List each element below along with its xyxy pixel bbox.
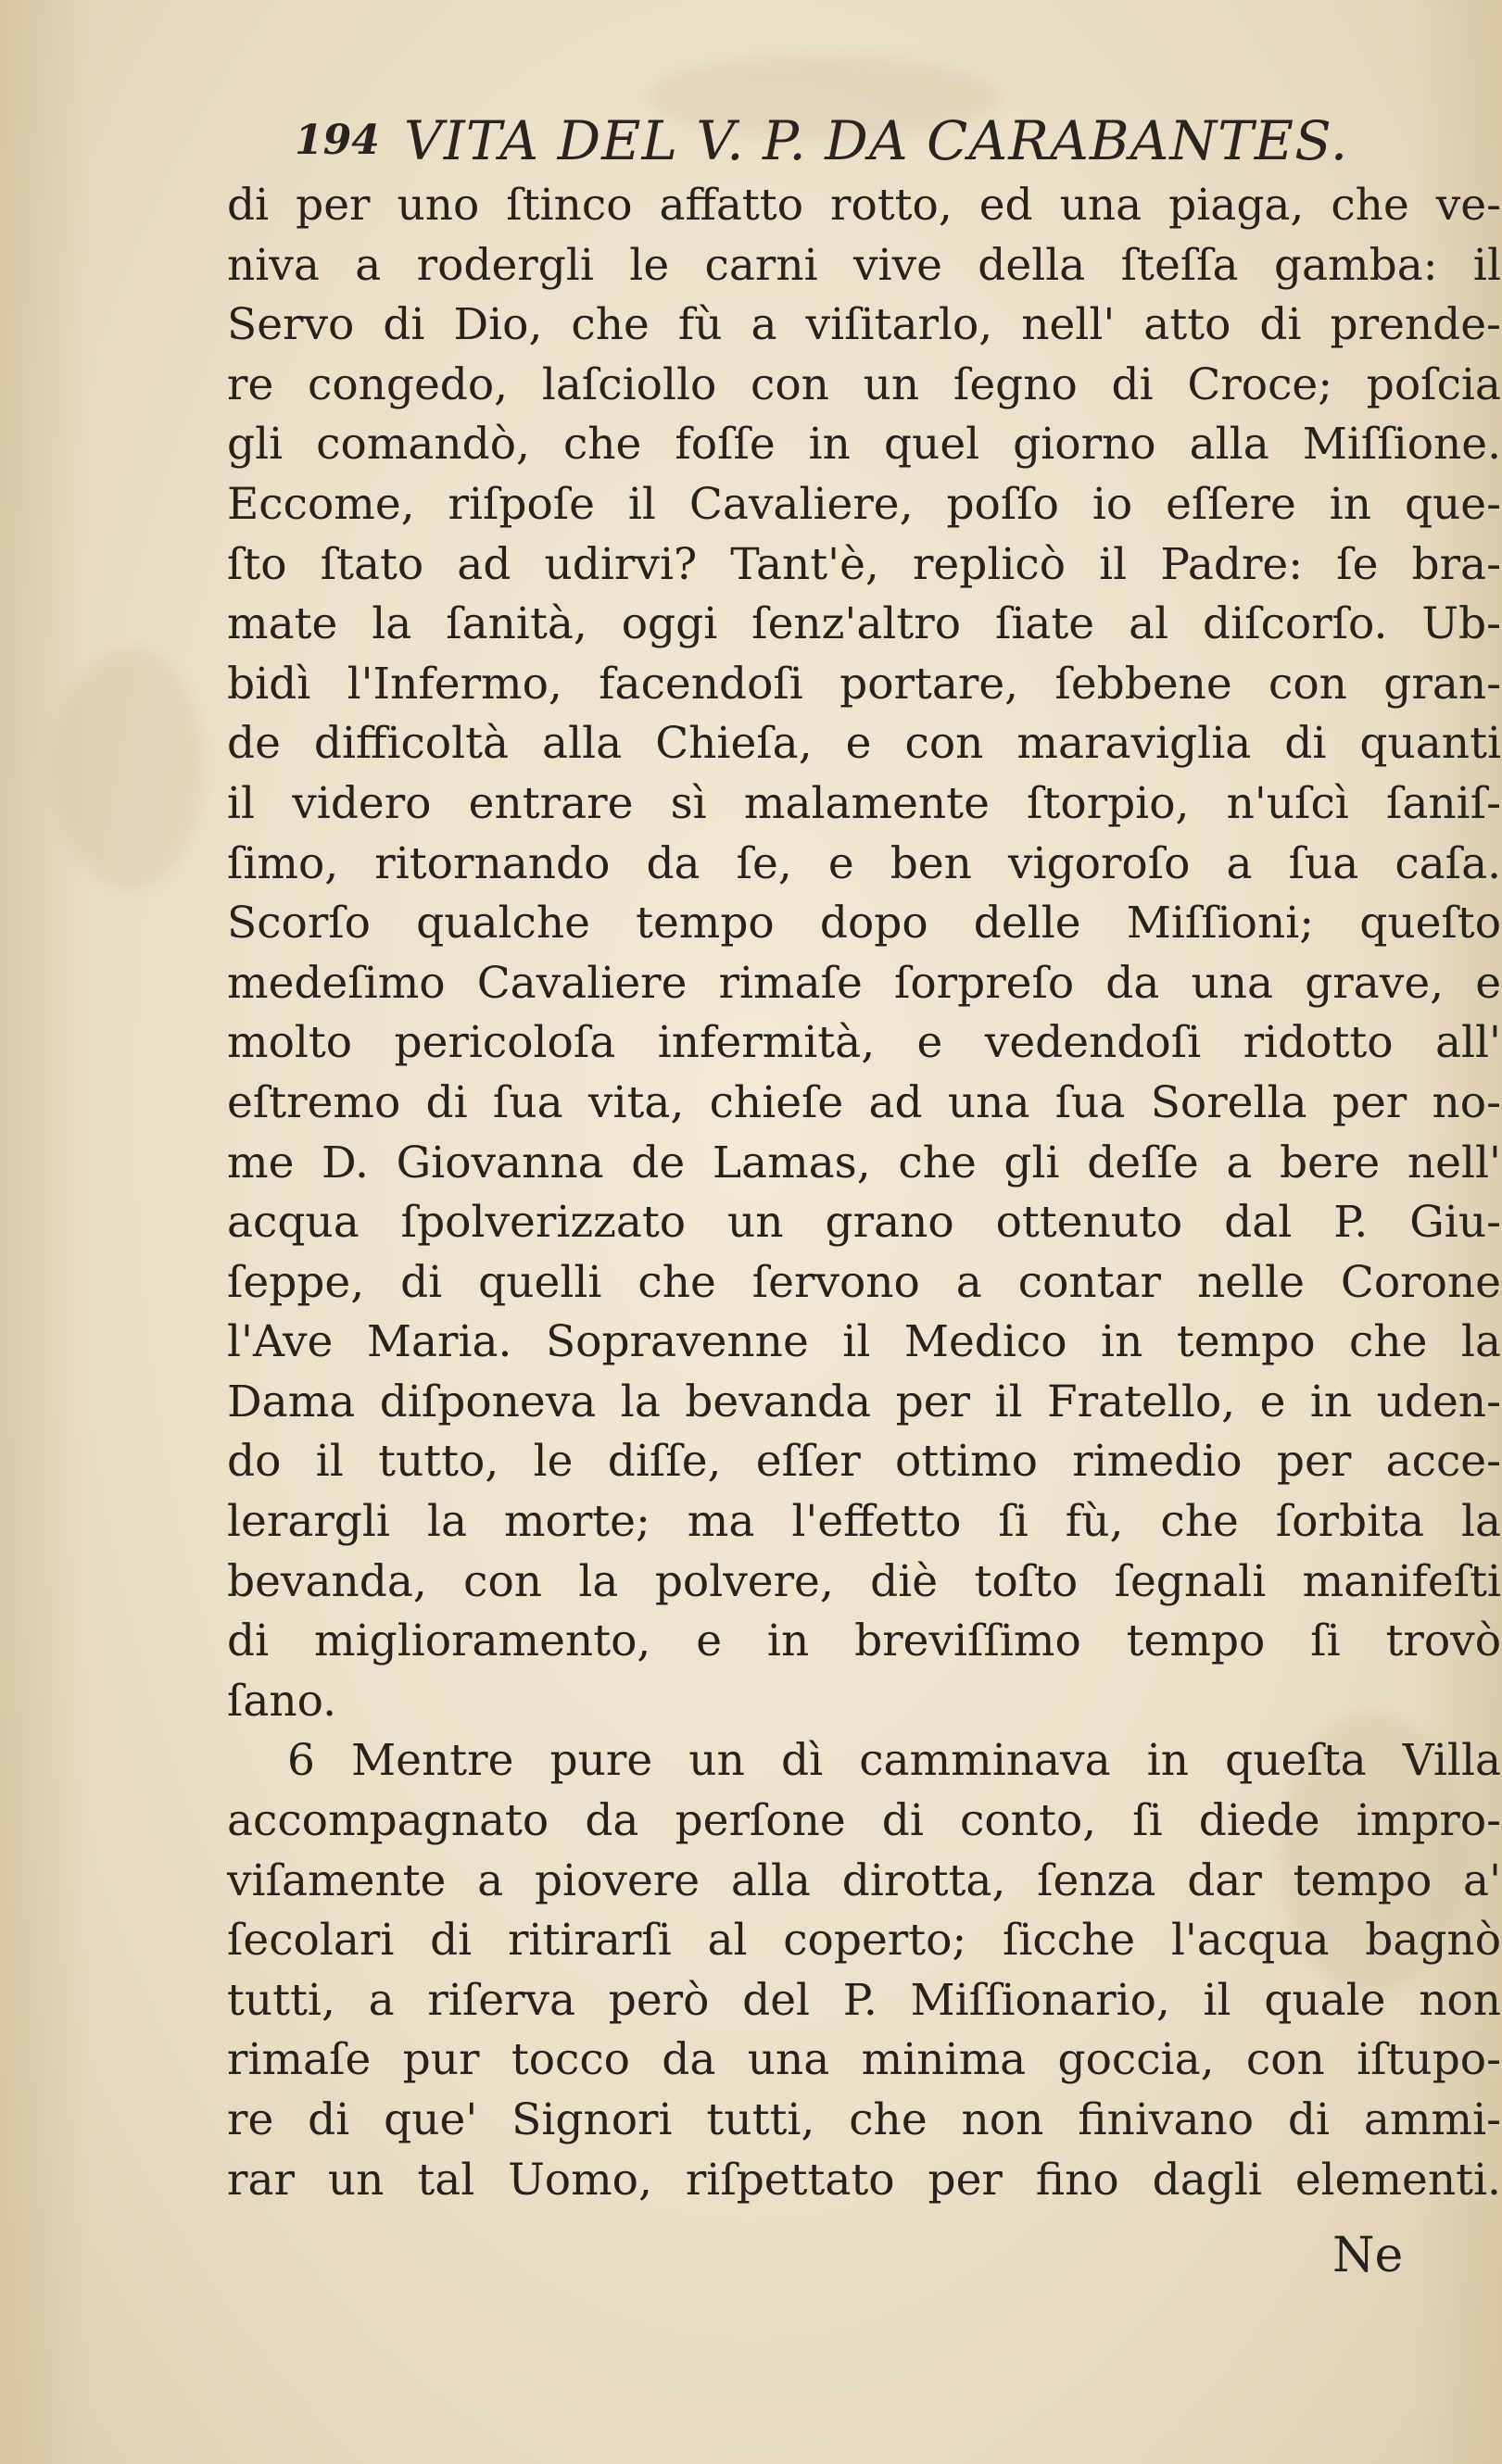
running-title: VITA DEL V. P. DA CARABANTES. <box>404 109 1349 172</box>
text-line: l'Ave Maria. Sopravenne il Medico in tempo che la <box>227 1316 1501 1368</box>
text-line: il videro entrare sì malamente ſtorpio, n'uſcì ſaniſ- <box>227 777 1501 829</box>
text-line: bidì l'Infermo, facendoſi portare, ſebbene con gran- <box>227 658 1501 710</box>
text-line: rar un tal Uomo, riſpettato per fino dagli elementi. <box>227 2154 1501 2206</box>
text-line: medeſimo Cavaliere rimaſe ſorpreſo da una grave, e <box>227 957 1502 1009</box>
text-line: Scorſo qualche tempo dopo delle Miſſioni; queſto <box>227 898 1501 949</box>
text-line: viſamente a piovere alla dirotta, ſenza dar tempo a' <box>227 1854 1501 1906</box>
text-line: lerargli la morte; ma l'effetto ſi fù, che ſorbita la <box>227 1496 1502 1548</box>
text-line: gli comandò, che foſſe in quel giorno alla Miſſione. <box>227 419 1502 471</box>
text-line: accompagnato da perſone di conto, ſi diede impro- <box>227 1795 1502 1847</box>
text-line: re congedo, laſciollo con un ſegno di Croce; poſcia <box>227 358 1501 410</box>
text-line: ſecolari di ritirarſi al coperto; ſicche l'acqua bagnò <box>227 1915 1501 1967</box>
body-text <box>227 176 1501 2210</box>
page-number: 194 <box>295 117 380 164</box>
text-line: di miglioramento, e in breviſſimo tempo ſi trovò <box>227 1615 1501 1667</box>
paper-stain <box>56 648 204 889</box>
text-line: ſto ſtato ad udirvi? Tant'è, replicò il Padre: ſe bra- <box>227 538 1501 590</box>
text-line: de difficoltà alla Chieſa, e con maraviglia di quanti <box>227 718 1501 770</box>
text-line: di per uno ſtinco affatto rotto, ed una piaga, che ve- <box>227 180 1502 231</box>
text-line: do il tutto, le diſſe, eſſer ottimo rimedio per acce- <box>227 1436 1501 1488</box>
catchword: Ne <box>1332 2228 1404 2283</box>
text-line: mate la ſanità, oggi ſenz'altro ſiate al diſcorſo. Ub- <box>227 598 1501 650</box>
text-line: ſano. <box>227 1675 337 1727</box>
paragraph-start-line: 6 Mentre pure un dì camminava in queſta Villa <box>287 1735 1501 1787</box>
text-line: molto pericoloſa infermità, e vedendoſi ridotto all' <box>227 1017 1501 1069</box>
text-line: bevanda, con la polvere, diè toſto ſegnali manifeſti <box>227 1555 1502 1607</box>
text-line: me D. Giovanna de Lamas, che gli deſſe a bere nell' <box>227 1137 1501 1188</box>
text-line: Servo di Dio, che fù a viſitarlo, nell' atto di prende- <box>227 299 1501 351</box>
text-line: ſeppe, di quelli che ſervono a contar nelle Corone <box>227 1256 1501 1308</box>
text-line: rimaſe pur tocco da una minima goccia, con iſtupo- <box>227 2034 1501 2086</box>
text-line: Dama diſponeva la bevanda per il Fratello, e in uden- <box>227 1376 1501 1427</box>
text-line: ſimo, ritornando da ſe, e ben vigoroſo a ſua caſa. <box>227 837 1502 889</box>
text-line: tutti, a riſerva però del P. Miſſionario, il quale non <box>227 1974 1502 2026</box>
text-line: eſtremo di ſua vita, chieſe ad una ſua Sorella per no- <box>227 1076 1501 1128</box>
page-header <box>295 109 1499 174</box>
text-line: niva a rodergli le carni vive della ſteſſa gamba: il <box>227 239 1501 291</box>
text-line: re di que' Signori tutti, che non finivano di ammi- <box>227 2094 1502 2145</box>
text-line: Eccome, riſpoſe il Cavaliere, poſſo io eſſere in que- <box>227 478 1501 530</box>
text-line: acqua ſpolverizzato un grano ottenuto dal P. Giu- <box>227 1197 1501 1249</box>
